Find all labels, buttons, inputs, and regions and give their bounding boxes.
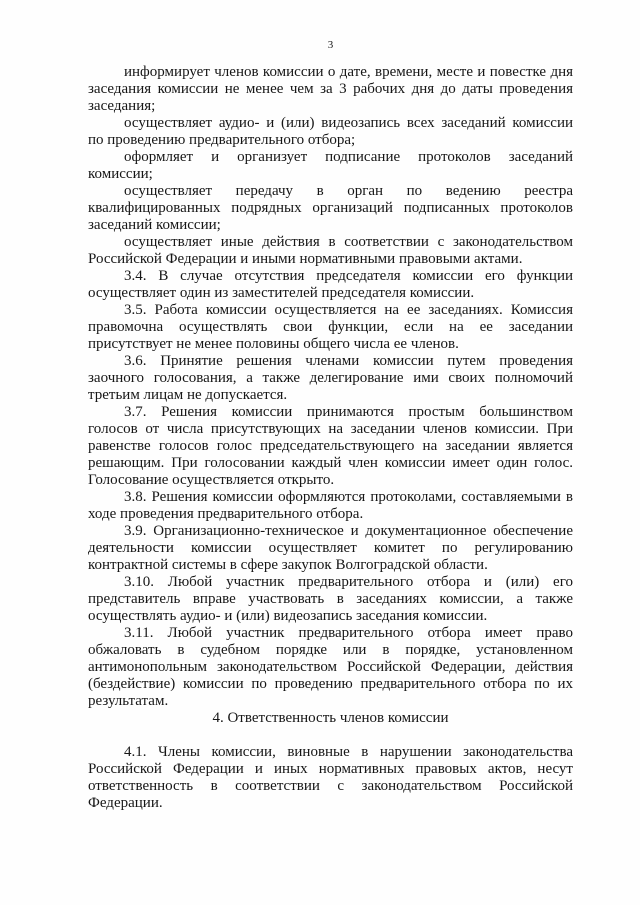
text-line: осуществлять аудио- и (или) видеозапись заседания комиссии.	[88, 608, 488, 624]
clause-3-4	[88, 268, 573, 302]
text-line: осуществляет аудио- и (или) видеозапись всех заседаний комиссии	[124, 115, 573, 131]
clause-3-8	[88, 489, 573, 523]
text-line: заочного голосования, а также делегирование ими своих полномочий	[88, 370, 573, 386]
text-line: заседания;	[88, 98, 156, 114]
duty-transfers-protocols	[88, 183, 573, 234]
text-line: решающим. При голосовании каждый член комиссии имеет один голос.	[88, 455, 573, 471]
text-line: 3.9. Организационно-техническое и документационное обеспечение	[124, 523, 573, 539]
text-line: заседания комиссии не менее чем за 3 рабочих дня до даты проведения	[88, 81, 573, 97]
duty-informs-members	[88, 64, 573, 115]
section-3-continued	[88, 64, 573, 710]
duty-signs-protocols	[88, 149, 573, 183]
text-line: заседаний комиссии;	[88, 217, 221, 233]
page-number: 3	[327, 39, 334, 51]
text-line: ходе проведения предварительного отбора.	[88, 506, 364, 522]
text-line: равенстве голосов голос председательствующего на заседании является	[88, 438, 573, 454]
section-4	[88, 710, 573, 812]
text-line: 3.8. Решения комиссии оформляются протоколами, составляемыми в	[124, 489, 573, 505]
clause-3-5	[88, 302, 573, 353]
text-line: ответственность в соответствии с законодательством Российской	[88, 778, 573, 794]
text-line: третьим лицам не допускается.	[88, 387, 288, 403]
duty-other-actions	[88, 234, 573, 268]
text-line: Голосование осуществляется открыто.	[88, 472, 335, 488]
text-line: осуществляет иные действия в соответствии с законодательством	[124, 234, 573, 250]
text-line: Российской Федерации и иными нормативными правовыми актами.	[88, 251, 523, 267]
text-line: деятельности комиссии осуществляет комитет по регулированию	[88, 540, 573, 556]
text-line: присутствует не менее половины общего числа ее членов.	[88, 336, 459, 352]
text-line: оформляет и организует подписание протоколов заседаний	[124, 149, 573, 165]
duty-records-meetings	[88, 115, 573, 149]
text-line: осуществляет один из заместителей председателя комиссии.	[88, 285, 475, 301]
clause-4-1	[88, 744, 573, 812]
text-line: 3.10. Любой участник предварительного отбора и (или) его	[124, 574, 573, 590]
text-line: обжаловать в судебном порядке или в порядке, установленном	[88, 642, 573, 658]
text-line: Российской Федерации и иных нормативных правовых актов, несут	[88, 761, 573, 777]
text-line: контрактной системы в сфере закупок Волгоградской области.	[88, 557, 488, 573]
text-line: 4.1. Члены комиссии, виновные в нарушении законодательства	[124, 744, 573, 760]
text-line: 3.11. Любой участник предварительного отбора имеет право	[124, 625, 573, 641]
clause-3-7	[88, 404, 573, 489]
text-line: информирует членов комиссии о дате, времени, месте и повестке дня	[124, 64, 573, 80]
text-line: осуществляет передачу в орган по ведению реестра	[124, 183, 573, 199]
text-line: голосов от числа присутствующих на заседании членов комиссии. При	[88, 421, 573, 437]
clause-3-9	[88, 523, 573, 574]
text-line: правомочна осуществлять свои функции, если на ее заседании	[88, 319, 573, 335]
text-line: квалифицированных подрядных организаций подписанных протоколов	[88, 200, 573, 216]
document-body	[88, 64, 573, 812]
clause-3-11	[88, 625, 573, 710]
text-line: 3.7. Решения комиссии принимаются простым большинством	[124, 404, 573, 420]
clause-3-6	[88, 353, 573, 404]
text-line: антимонопольным законодательством Российской Федерации, действия	[88, 659, 573, 675]
text-line: представитель вправе участвовать в заседаниях комиссии, а также	[88, 591, 573, 607]
text-line: 3.4. В случае отсутствия председателя комиссии его функции	[124, 268, 573, 284]
text-line: (бездействие) комиссии по проведению предварительного отбора по их	[88, 676, 573, 692]
text-line: по проведению предварительного отбора;	[88, 132, 356, 148]
text-line: комиссии;	[88, 166, 153, 182]
text-line: результатам.	[88, 693, 169, 709]
text-line: 3.6. Принятие решения членами комиссии путем проведения	[124, 353, 573, 369]
section-4-heading: 4. Ответственность членов комиссии	[212, 710, 449, 726]
clause-3-10	[88, 574, 573, 625]
text-line: 3.5. Работа комиссии осуществляется на ее заседаниях. Комиссия	[124, 302, 573, 318]
text-line: Федерации.	[88, 795, 163, 811]
